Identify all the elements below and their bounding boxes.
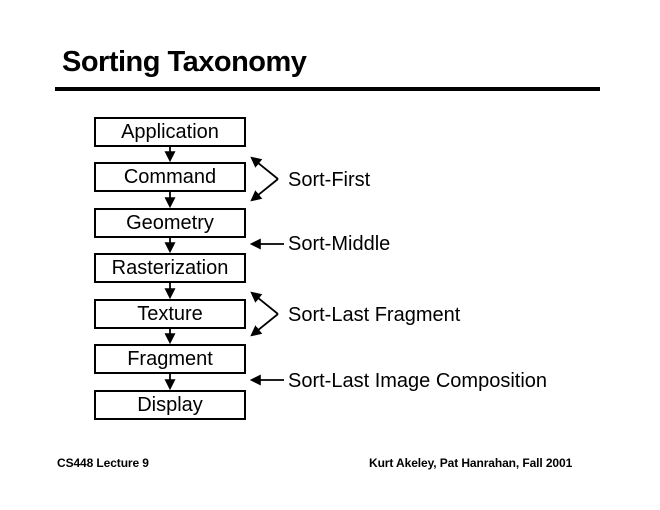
stage-label: Geometry	[126, 212, 214, 234]
stage-box-texture	[94, 299, 246, 329]
label-sort-last-image-composition: Sort-Last Image Composition	[288, 369, 548, 392]
stage-label: Application	[121, 121, 219, 143]
stage-label: Display	[137, 394, 203, 416]
stage-label: Texture	[137, 303, 203, 325]
title-underline	[55, 87, 600, 91]
stage-label: Fragment	[127, 348, 213, 370]
footer-course: CS448 Lecture 9	[57, 456, 149, 470]
label-sort-last-fragment: Sort-Last Fragment	[288, 303, 461, 326]
stage-box-display	[94, 390, 246, 420]
stage-box-rasterization	[94, 253, 246, 283]
stage-box-application	[94, 117, 246, 147]
stage-label: Rasterization	[111, 257, 229, 279]
sort-last-fragment-arrows	[252, 293, 278, 335]
stage-label: Command	[123, 166, 217, 188]
page-title: Sorting Taxonomy	[62, 46, 307, 78]
stage-box-command	[94, 162, 246, 192]
stage-box-geometry	[94, 208, 246, 238]
label-sort-first: Sort-First	[288, 168, 371, 191]
stage-box-fragment	[94, 344, 246, 374]
footer-authors: Kurt Akeley, Pat Hanrahan, Fall 2001	[369, 456, 573, 470]
sort-first-arrows	[252, 158, 278, 200]
label-sort-middle: Sort-Middle	[288, 232, 391, 255]
